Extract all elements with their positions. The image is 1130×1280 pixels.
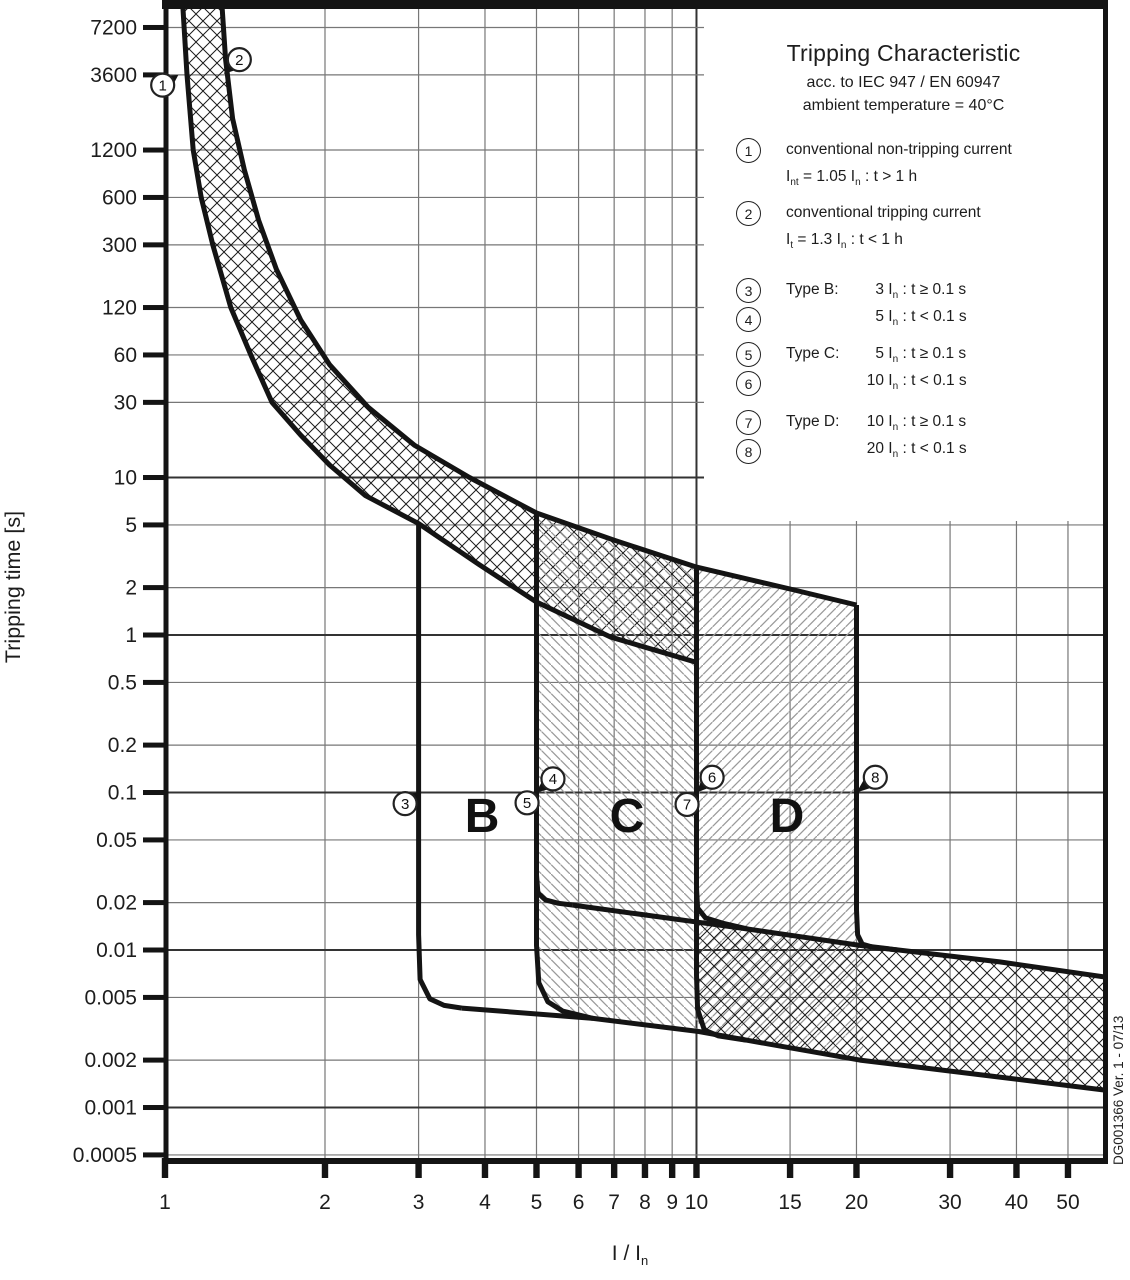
x-tick-30: 30	[938, 1191, 962, 1214]
marker-number-6: 6	[707, 769, 717, 787]
chart-subtitle-temperature: ambient temperature = 40°C	[802, 97, 1005, 114]
y-tick-120: 120	[101, 296, 137, 320]
y-axis-title: Tripping time [s]	[1, 510, 25, 664]
x-tick-5: 5	[530, 1191, 543, 1214]
marker-number-2: 2	[235, 51, 244, 69]
y-tick-0_0005: 0.0005	[72, 1143, 137, 1167]
region-label-D: D	[769, 789, 805, 843]
marker-number-5: 5	[522, 795, 532, 813]
marker-number-3: 3	[400, 795, 410, 813]
y-tick-30: 30	[113, 391, 137, 415]
marker-number-1: 1	[158, 77, 167, 95]
document-id-note: DG001366 Ver. 1 - 07/13	[1111, 1015, 1126, 1165]
marker-number-4: 4	[548, 771, 558, 789]
y-tick-2: 2	[125, 576, 137, 600]
x-axis-title-sub: n	[640, 1253, 649, 1269]
x-tick-10: 10	[684, 1191, 709, 1214]
legend-circle-1: 1	[736, 138, 761, 163]
x-tick-40: 40	[1004, 1191, 1029, 1214]
legend-circle-2: 2	[736, 201, 761, 226]
x-tick-1: 1	[159, 1191, 171, 1214]
y-tick-0_1: 0.1	[107, 781, 137, 805]
legend-type-b-line2: 5 $I_n$ : t < 0.1 s	[875, 308, 967, 329]
y-tick-0_02: 0.02	[96, 891, 137, 915]
y-tick-1: 1	[125, 624, 137, 648]
y-tick-0_5: 0.5	[107, 671, 137, 695]
y-tick-1200: 1200	[90, 139, 137, 163]
legend-circle-4: 4	[736, 307, 761, 332]
x-tick-20: 20	[844, 1191, 869, 1214]
y-tick-600: 600	[101, 186, 137, 210]
legend-formula-2: $I_t = 1.3$ $I_n$ : t < 1 h	[786, 231, 903, 252]
x-tick-9: 9	[666, 1191, 679, 1214]
legend-desc-1: conventional non-tripping current	[786, 141, 1012, 158]
legend-circle-7: 7	[736, 410, 761, 435]
x-tick-15: 15	[778, 1191, 802, 1214]
legend-type-c-line1: 5 $I_n$ : t ≥ 0.1 s	[875, 345, 967, 366]
y-tick-5: 5	[125, 513, 137, 537]
x-tick-6: 6	[572, 1191, 585, 1214]
legend-type-d-label: Type D:	[786, 413, 840, 430]
x-tick-8: 8	[639, 1191, 651, 1214]
region-label-C: C	[609, 789, 645, 843]
legend-circle-3: 3	[736, 278, 761, 303]
chart-title: Tripping Characteristic	[786, 40, 1021, 66]
y-tick-300: 300	[101, 233, 137, 257]
region-label-B: B	[464, 789, 500, 843]
legend-circle-6: 6	[736, 371, 761, 396]
y-tick-0_01: 0.01	[96, 939, 137, 963]
legend-desc-2: conventional tripping current	[786, 204, 981, 221]
legend-type-c-label: Type C:	[786, 345, 840, 362]
legend-type-c-line2: 10 $I_n$ : t < 0.1 s	[866, 372, 967, 393]
x-axis-title-main: I / I	[611, 1242, 641, 1265]
x-tick-50: 50	[1056, 1191, 1080, 1214]
x-tick-2: 2	[319, 1191, 331, 1214]
legend-circle-5: 5	[736, 342, 761, 367]
y-tick-7200: 7200	[90, 16, 137, 40]
x-tick-4: 4	[479, 1191, 491, 1214]
y-tick-0_001: 0.001	[84, 1096, 137, 1120]
legend-circle-8: 8	[736, 439, 761, 464]
y-tick-0_2: 0.2	[107, 734, 137, 758]
y-tick-60: 60	[113, 343, 137, 367]
legend-type-d-line2: 20 $I_n$ : t < 0.1 s	[866, 440, 967, 461]
legend-type-d-line1: 10 $I_n$ : t ≥ 0.1 s	[866, 413, 967, 434]
x-tick-3: 3	[412, 1191, 425, 1214]
y-tick-3600: 3600	[90, 63, 137, 87]
legend-type-b-label: Type B:	[786, 281, 839, 298]
legend-whitespace	[704, 9, 1103, 521]
chart-subtitle-standard: acc. to IEC 947 / EN 60947	[806, 74, 1001, 91]
marker-number-8: 8	[871, 769, 880, 787]
y-tick-0_005: 0.005	[84, 986, 137, 1010]
legend-formula-1: $I_{nt} = 1.05$ $I_n$ : t > 1 h	[786, 168, 918, 189]
marker-number-7: 7	[682, 796, 692, 814]
y-tick-0_002: 0.002	[84, 1049, 137, 1073]
legend-type-b-line1: 3 $I_n$ : t ≥ 0.1 s	[875, 281, 967, 302]
y-tick-0_05: 0.05	[96, 828, 137, 852]
x-tick-7: 7	[608, 1191, 620, 1214]
y-tick-10: 10	[113, 466, 137, 490]
